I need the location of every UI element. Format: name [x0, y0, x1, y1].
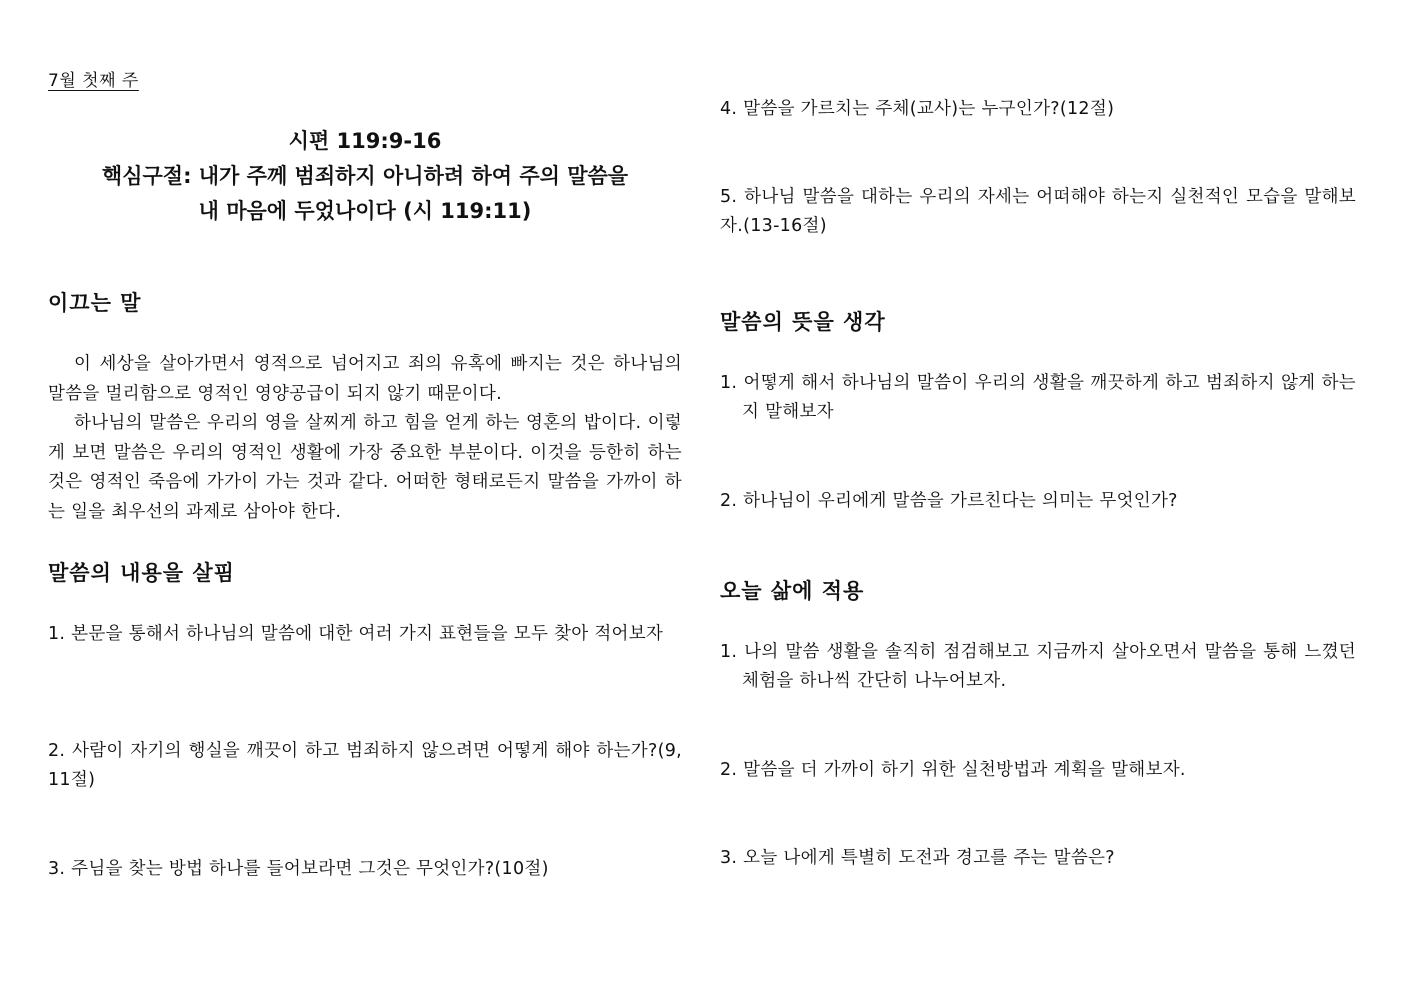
week-label: 7월 첫째 주	[48, 71, 139, 91]
content-question-3: 3. 주님을 찾는 방법 하나를 들어보라면 그것은 무엇인가?(10절)	[48, 859, 549, 879]
meaning-question-1: 1. 어떻게 해서 하나님의 말씀이 우리의 생활을 깨끗하게 하고 범죄하지 않게 하는지 말해보자	[720, 373, 1356, 422]
content-question-4: 4. 말씀을 가르치는 주체(교사)는 누구인가?(12절)	[720, 99, 1115, 119]
meaning-question-2: 2. 하나님이 우리에게 말씀을 가르친다는 의미는 무엇인가?	[720, 491, 1178, 511]
intro-paragraph-2: 하나님의 말씀은 우리의 영을 살찌게 하고 힘을 얻게 하는 영혼의 밥이다. 이렇게 보면 말씀은 우리의 영적인 생활에 가장 중요한 부분이다. 이것을 등한히 하는 것은 영적인 죽음에 가가이 가는 것과 같다. 어떠한 형태로든지 말씀을 가까이 하는 일을 최우선의 과제로 삼아야 한다.	[48, 413, 682, 522]
application-question-2: 2. 말씀을 더 가까이 하기 위한 실천방법과 계획을 말해보자.	[720, 760, 1186, 780]
content-question-5: 5. 하나님 말씀을 대하는 우리의 자세는 어떠해야 하는지 실천적인 모습을 말해보자.(13-16절)	[720, 187, 1356, 236]
content-section-heading: 말씀의 내용을 살핌	[48, 561, 235, 585]
application-question-1: 1. 나의 말씀 생활을 솔직히 점검해보고 지금까지 살아오면서 말씀을 통해 느꼈던 체험을 하나씩 간단히 나누어보자.	[720, 642, 1356, 691]
scripture-reference: 시편 119:9-16	[288, 129, 442, 153]
intro-heading: 이끄는 말	[48, 291, 142, 315]
meaning-section-heading: 말씀의 뜻을 생각	[720, 310, 886, 334]
intro-paragraph-1: 이 세상을 살아가면서 영적으로 넘어지고 죄의 유혹에 빠지는 것은 하나님의 말씀을 멀리함으로 영적인 영양공급이 되지 않기 때문이다.	[48, 354, 682, 404]
content-question-2: 2. 사람이 자기의 행실을 깨끗이 하고 범죄하지 않으려면 어떻게 해야 하는가?(9, 11절)	[48, 741, 682, 790]
application-question-3: 3. 오늘 나에게 특별히 도전과 경고를 주는 말씀은?	[720, 848, 1115, 868]
application-section-heading: 오늘 삶에 적용	[720, 579, 865, 603]
key-verse-line-1: 핵심구절: 내가 주께 범죄하지 아니하려 하여 주의 말씀을	[101, 164, 629, 188]
content-question-1: 1. 본문을 통해서 하나님의 말씀에 대한 여러 가지 표현들을 모두 찾아 적어보자	[48, 624, 664, 644]
title-block	[48, 124, 682, 229]
key-verse-line-2: 내 마음에 두었나이다 (시 119:11)	[198, 199, 532, 223]
